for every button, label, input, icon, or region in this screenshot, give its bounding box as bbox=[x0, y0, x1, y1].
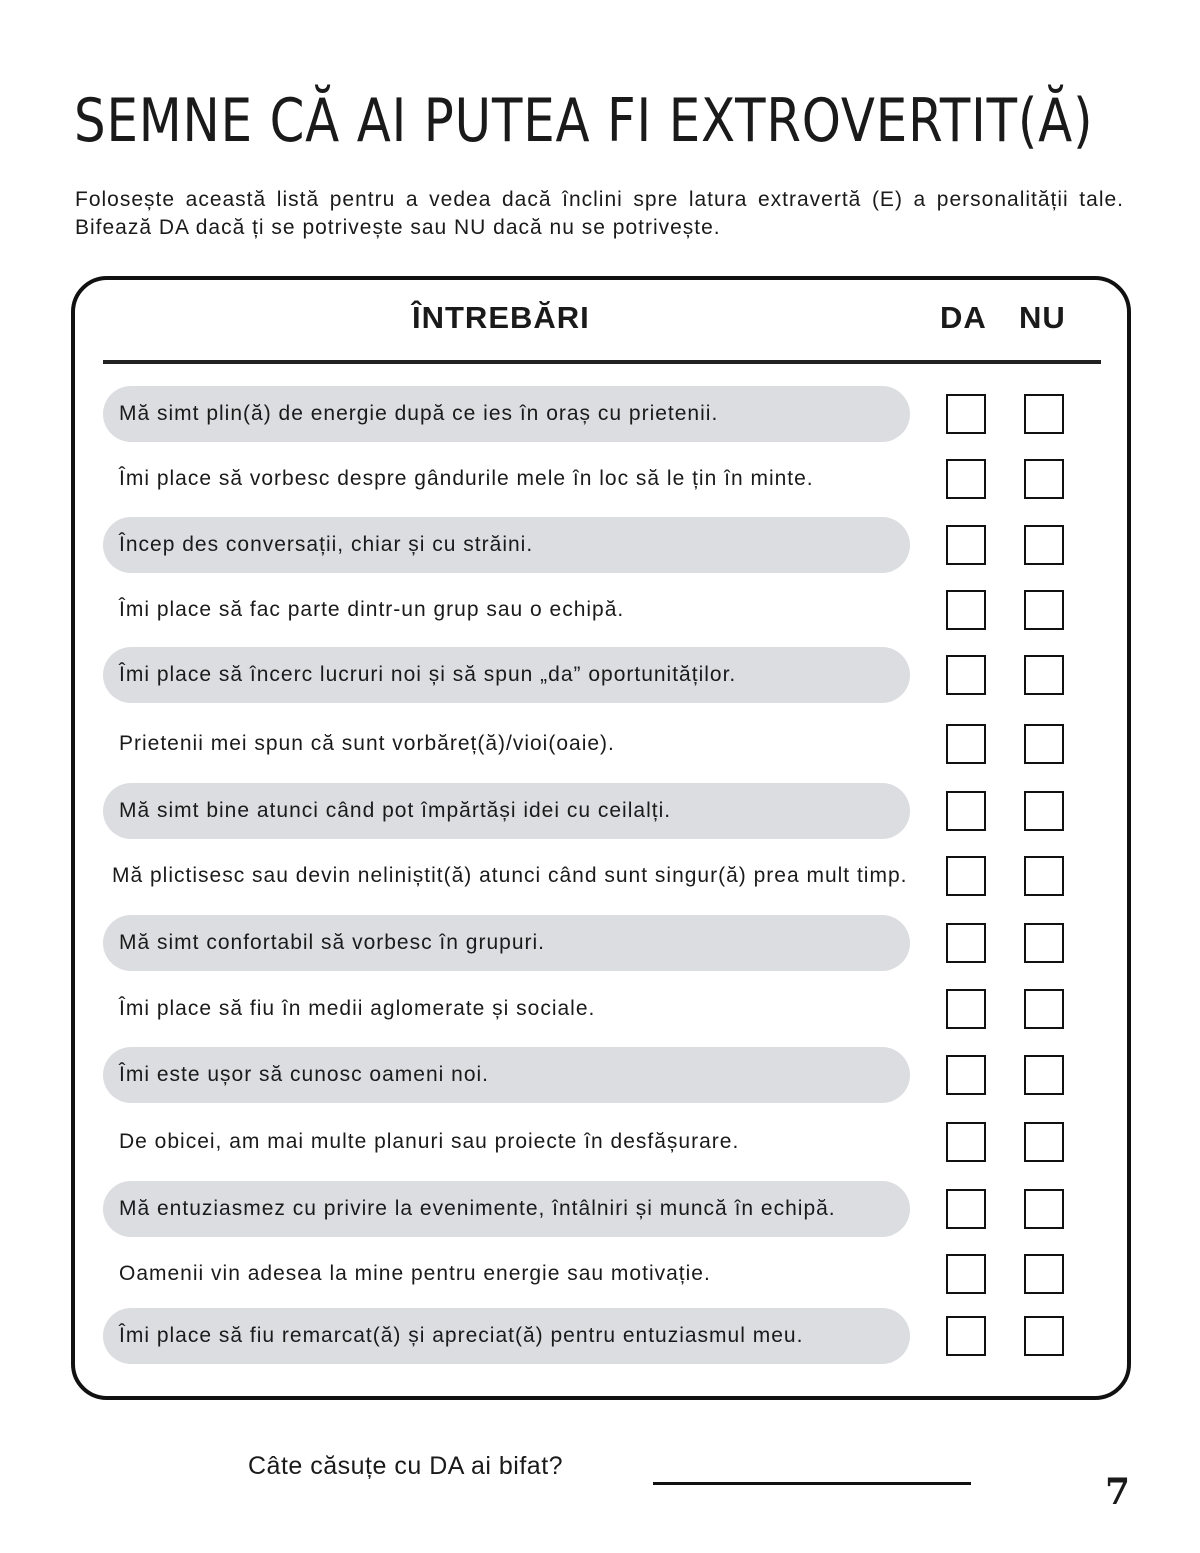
header-divider bbox=[103, 360, 1101, 364]
question-row bbox=[103, 451, 1065, 507]
questions-header: ÎNTREBĂRI bbox=[412, 300, 590, 335]
question-text: Oamenii vin adesea la mine pentru energie sau motivație. bbox=[119, 1262, 711, 1285]
question-text: Îmi place să încerc lucruri noi și să spun „da” oportunităților. bbox=[119, 663, 737, 686]
no-checkbox[interactable] bbox=[1024, 1189, 1064, 1229]
yes-checkbox[interactable] bbox=[946, 923, 986, 963]
no-checkbox[interactable] bbox=[1024, 1316, 1064, 1356]
no-checkbox[interactable] bbox=[1024, 525, 1064, 565]
question-row bbox=[103, 783, 1065, 839]
question-row bbox=[103, 1246, 1065, 1302]
no-checkbox[interactable] bbox=[1024, 791, 1064, 831]
yes-checkbox[interactable] bbox=[946, 856, 986, 896]
question-row bbox=[103, 1308, 1065, 1364]
question-row bbox=[103, 848, 1065, 904]
question-text: Încep des conversații, chiar și cu străini. bbox=[119, 533, 534, 556]
question-text: Îmi este ușor să cunosc oameni noi. bbox=[119, 1063, 489, 1086]
question-row bbox=[103, 582, 1065, 638]
question-text: Îmi place să fiu remarcat(ă) și apreciat(ă) pentru entuziasmul meu. bbox=[119, 1324, 804, 1347]
no-header: NU bbox=[1019, 300, 1066, 335]
no-checkbox[interactable] bbox=[1024, 923, 1064, 963]
no-checkbox[interactable] bbox=[1024, 459, 1064, 499]
question-text: Mă entuziasmez cu privire la evenimente, întâlniri și muncă în echipă. bbox=[119, 1197, 836, 1220]
question-row bbox=[103, 517, 1065, 573]
yes-checkbox[interactable] bbox=[946, 1055, 986, 1095]
question-row bbox=[103, 981, 1065, 1037]
question-text: Prietenii mei spun că sunt vorbăreț(ă)/vioi(oaie). bbox=[119, 732, 615, 755]
question-row bbox=[103, 716, 1065, 772]
no-checkbox[interactable] bbox=[1024, 856, 1064, 896]
yes-checkbox[interactable] bbox=[946, 590, 986, 630]
yes-checkbox[interactable] bbox=[946, 791, 986, 831]
question-text: Îmi place să fac parte dintr-un grup sau o echipă. bbox=[119, 598, 625, 621]
yes-count-question: Câte căsuțe cu DA ai bifat? bbox=[248, 1452, 564, 1480]
page-number: 7 bbox=[1105, 1471, 1131, 1513]
question-row bbox=[103, 1047, 1065, 1103]
no-checkbox[interactable] bbox=[1024, 724, 1064, 764]
question-text: Îmi place să fiu în medii aglomerate și sociale. bbox=[119, 997, 596, 1020]
question-text: Mă simt confortabil să vorbesc în grupuri. bbox=[119, 931, 545, 954]
yes-checkbox[interactable] bbox=[946, 989, 986, 1029]
yes-header: DA bbox=[940, 300, 987, 335]
no-checkbox[interactable] bbox=[1024, 590, 1064, 630]
question-text: De obicei, am mai multe planuri sau proiecte în desfășurare. bbox=[119, 1130, 740, 1153]
answer-line[interactable] bbox=[653, 1482, 971, 1485]
yes-checkbox[interactable] bbox=[946, 724, 986, 764]
yes-checkbox[interactable] bbox=[946, 655, 986, 695]
question-row bbox=[103, 647, 1065, 703]
question-text: Mă plictisesc sau devin neliniștit(ă) atunci când sunt singur(ă) prea mult timp. bbox=[112, 864, 908, 887]
no-checkbox[interactable] bbox=[1024, 1254, 1064, 1294]
question-row bbox=[103, 386, 1065, 442]
question-text: Mă simt plin(ă) de energie după ce ies în oraș cu prietenii. bbox=[119, 402, 719, 425]
question-text: Mă simt bine atunci când pot împărtăși idei cu ceilalți. bbox=[119, 799, 672, 822]
no-checkbox[interactable] bbox=[1024, 655, 1064, 695]
yes-checkbox[interactable] bbox=[946, 1316, 986, 1356]
question-row bbox=[103, 1114, 1065, 1170]
no-checkbox[interactable] bbox=[1024, 394, 1064, 434]
yes-checkbox[interactable] bbox=[946, 1122, 986, 1162]
yes-checkbox[interactable] bbox=[946, 525, 986, 565]
question-text: Îmi place să vorbesc despre gândurile mele în loc să le țin în minte. bbox=[119, 467, 814, 490]
no-checkbox[interactable] bbox=[1024, 1055, 1064, 1095]
question-row bbox=[103, 1181, 1065, 1237]
question-row bbox=[103, 915, 1065, 971]
page-title: SEMNE CĂ AI PUTEA FI EXTROVERTIT(Ă) bbox=[74, 86, 1094, 156]
no-checkbox[interactable] bbox=[1024, 989, 1064, 1029]
yes-checkbox[interactable] bbox=[946, 1189, 986, 1229]
yes-checkbox[interactable] bbox=[946, 394, 986, 434]
intro-text: Folosește această listă pentru a vedea dacă înclini spre latura extravertă (E) a personalității tale. Bifează DA dacă ți se potrivește sau NU dacă nu se potrivește. bbox=[75, 188, 1124, 239]
yes-checkbox[interactable] bbox=[946, 459, 986, 499]
yes-checkbox[interactable] bbox=[946, 1254, 986, 1294]
no-checkbox[interactable] bbox=[1024, 1122, 1064, 1162]
